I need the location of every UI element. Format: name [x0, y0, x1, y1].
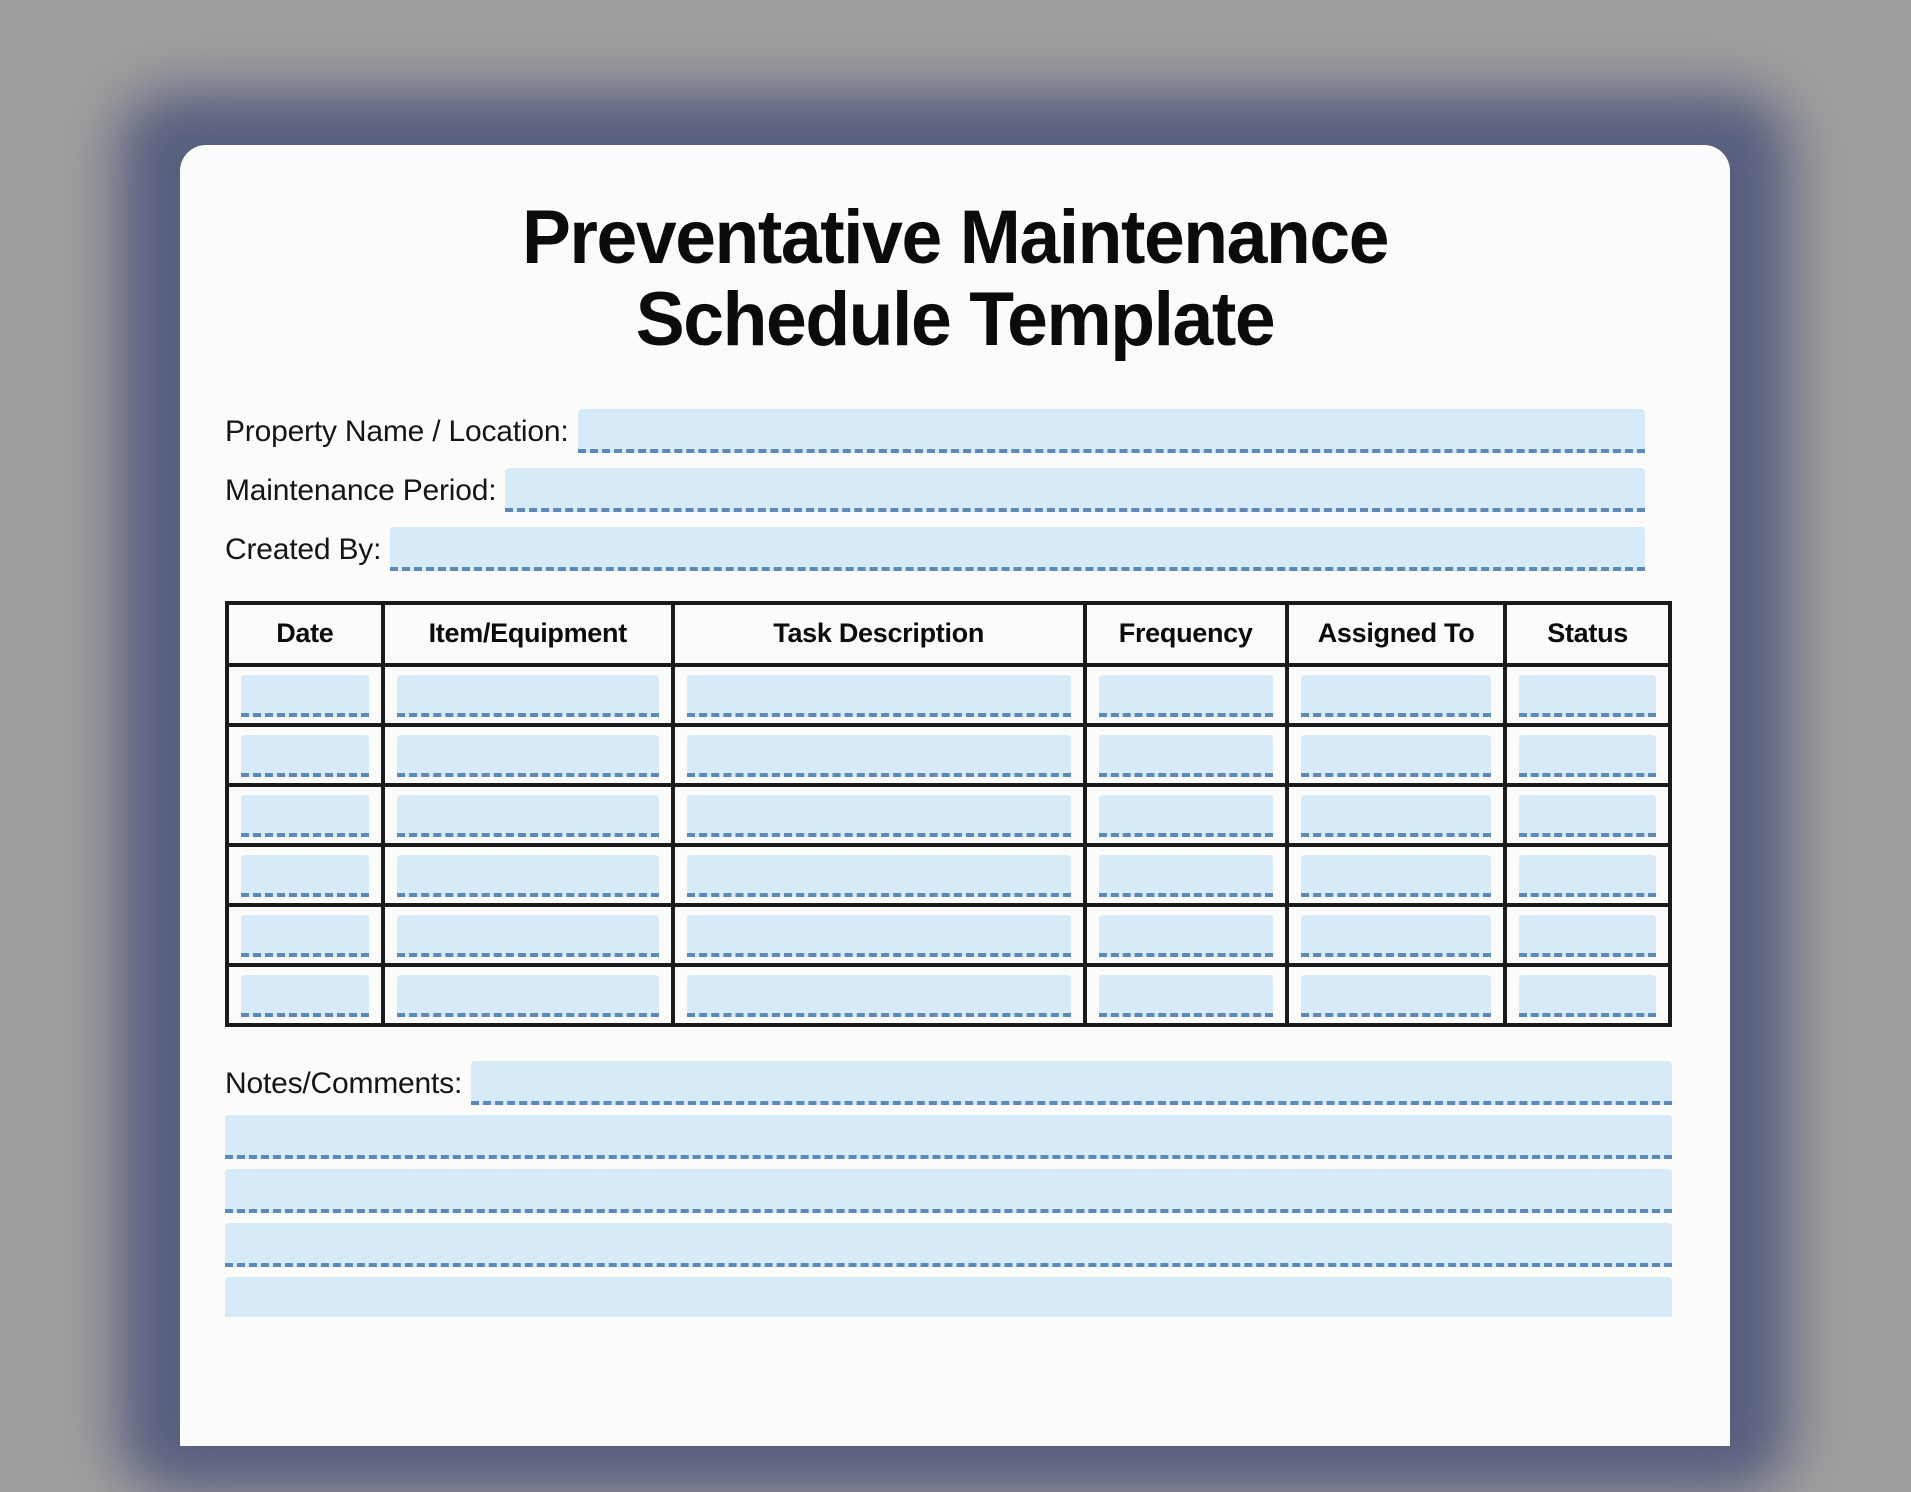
input-cell[interactable]: [1519, 855, 1656, 897]
notes-lines: [225, 1115, 1672, 1317]
table-cell: [227, 965, 383, 1025]
input-cell[interactable]: [687, 795, 1071, 837]
table-row: [227, 785, 1670, 845]
input-cell[interactable]: [1099, 675, 1273, 717]
label-maintenance-period: Maintenance Period:: [225, 474, 497, 508]
schedule-table-container: [180, 601, 1730, 1027]
table-cell: [1505, 845, 1670, 905]
form-row-property-name: [180, 409, 1730, 453]
table-cell: [673, 725, 1085, 785]
notes-section: [180, 1061, 1730, 1317]
table-cell: [673, 905, 1085, 965]
column-header-frequency: Frequency: [1085, 603, 1287, 665]
input-cell[interactable]: [687, 915, 1071, 957]
column-header-status: Status: [1505, 603, 1670, 665]
notes-header-row: [225, 1061, 1672, 1105]
table-cell: [1287, 725, 1505, 785]
table-cell: [1085, 845, 1287, 905]
input-cell[interactable]: [1301, 735, 1491, 777]
table-cell: [1085, 965, 1287, 1025]
label-notes-comments: Notes/Comments:: [225, 1067, 463, 1101]
input-cell[interactable]: [241, 795, 369, 837]
table-cell: [1505, 785, 1670, 845]
table-cell: [227, 725, 383, 785]
table-cell: [383, 845, 673, 905]
input-cell[interactable]: [687, 855, 1071, 897]
input-cell[interactable]: [241, 975, 369, 1017]
table-cell: [227, 905, 383, 965]
input-cell[interactable]: [397, 735, 659, 777]
input-property-name[interactable]: [578, 409, 1645, 453]
table-cell: [673, 965, 1085, 1025]
input-cell[interactable]: [397, 975, 659, 1017]
table-cell: [1287, 665, 1505, 725]
input-maintenance-period[interactable]: [505, 468, 1645, 512]
table-cell: [227, 785, 383, 845]
document-sheet: [180, 145, 1730, 1446]
input-cell[interactable]: [1301, 795, 1491, 837]
column-header-task-description: Task Description: [673, 603, 1085, 665]
form-row-created-by: [180, 527, 1730, 571]
page-title: [207, 145, 1703, 361]
input-cell[interactable]: [241, 675, 369, 717]
table-cell: [1085, 665, 1287, 725]
input-cell[interactable]: [1301, 975, 1491, 1017]
table-cell: [383, 665, 673, 725]
table-cell: [1505, 665, 1670, 725]
table-cell: [227, 845, 383, 905]
input-cell[interactable]: [397, 675, 659, 717]
input-cell[interactable]: [687, 975, 1071, 1017]
table-header-row: [227, 603, 1670, 665]
input-notes-line[interactable]: [225, 1277, 1672, 1317]
input-cell[interactable]: [397, 795, 659, 837]
label-property-name: Property Name / Location:: [225, 415, 569, 449]
table-row: [227, 845, 1670, 905]
input-cell[interactable]: [1519, 975, 1656, 1017]
input-cell[interactable]: [1099, 915, 1273, 957]
input-notes-inline[interactable]: [471, 1061, 1672, 1105]
table-cell: [673, 665, 1085, 725]
label-created-by: Created By:: [225, 533, 382, 567]
input-cell[interactable]: [1519, 675, 1656, 717]
table-cell: [1287, 965, 1505, 1025]
input-cell[interactable]: [241, 735, 369, 777]
table-cell: [673, 845, 1085, 905]
input-created-by[interactable]: [390, 527, 1645, 571]
table-cell: [383, 785, 673, 845]
input-cell[interactable]: [1099, 795, 1273, 837]
input-cell[interactable]: [687, 735, 1071, 777]
metadata-form: [180, 409, 1730, 571]
input-cell[interactable]: [1099, 975, 1273, 1017]
input-cell[interactable]: [397, 915, 659, 957]
input-cell[interactable]: [1519, 795, 1656, 837]
input-cell[interactable]: [1099, 735, 1273, 777]
input-cell[interactable]: [241, 855, 369, 897]
input-notes-line[interactable]: [225, 1223, 1672, 1267]
table-cell: [1085, 905, 1287, 965]
table-row: [227, 665, 1670, 725]
table-cell: [1287, 905, 1505, 965]
table-cell: [1287, 845, 1505, 905]
page-title-line-1: Preventative Maintenance: [521, 195, 1389, 280]
page-title-line-2: Schedule Template: [635, 277, 1275, 363]
input-cell[interactable]: [397, 855, 659, 897]
input-cell[interactable]: [1301, 855, 1491, 897]
table-cell: [1085, 725, 1287, 785]
table-cell: [1505, 965, 1670, 1025]
input-cell[interactable]: [1519, 915, 1656, 957]
column-header-assigned-to: Assigned To: [1287, 603, 1505, 665]
table-cell: [227, 665, 383, 725]
table-row: [227, 965, 1670, 1025]
table-cell: [673, 785, 1085, 845]
table-body: [227, 665, 1670, 1025]
table-row: [227, 905, 1670, 965]
table-cell: [1287, 785, 1505, 845]
input-cell[interactable]: [241, 915, 369, 957]
input-cell[interactable]: [1301, 675, 1491, 717]
table-cell: [1085, 785, 1287, 845]
maintenance-schedule-table: [225, 601, 1672, 1027]
column-header-date: Date: [227, 603, 383, 665]
table-cell: [1505, 905, 1670, 965]
input-cell[interactable]: [1099, 855, 1273, 897]
table-row: [227, 725, 1670, 785]
input-cell[interactable]: [1301, 915, 1491, 957]
input-cell[interactable]: [1519, 735, 1656, 777]
column-header-item-equipment: Item/Equipment: [383, 603, 673, 665]
input-cell[interactable]: [687, 675, 1071, 717]
form-row-maintenance-period: [180, 468, 1730, 512]
table-cell: [1505, 725, 1670, 785]
table-cell: [383, 905, 673, 965]
table-cell: [383, 725, 673, 785]
input-notes-line[interactable]: [225, 1115, 1672, 1159]
table-cell: [383, 965, 673, 1025]
input-notes-line[interactable]: [225, 1169, 1672, 1213]
